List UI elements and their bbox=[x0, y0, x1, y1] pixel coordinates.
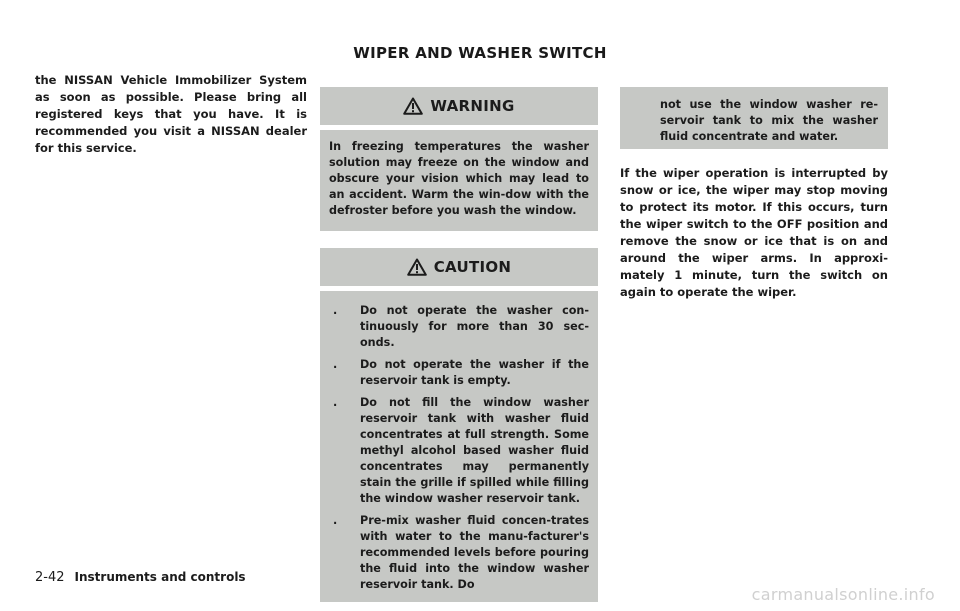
right-column bbox=[620, 87, 888, 313]
caution-list bbox=[329, 303, 589, 593]
footer-section-title: Instruments and controls bbox=[74, 570, 246, 584]
watermark: carmanualsonline.info bbox=[751, 585, 935, 604]
caution-body bbox=[320, 291, 598, 602]
list-item bbox=[329, 357, 589, 389]
page-title: WIPER AND WASHER SWITCH bbox=[353, 44, 607, 62]
warning-box bbox=[320, 87, 598, 231]
list-item bbox=[329, 513, 589, 593]
page-number: 2-42 bbox=[35, 570, 65, 585]
caution-continuation: not use the window washer re-servoir tank to mix the washer fluid concentrate and water. bbox=[620, 87, 888, 149]
list-item-text: Do not operate the washer if the reservoir tank is empty. bbox=[360, 358, 589, 387]
bullet-icon: . bbox=[333, 514, 338, 527]
warning-text: In freezing temperatures the washer solution may freeze on the window and obscure your vision which may lead to an accident. Warm the win-dow with the defroster before you wash the window. bbox=[320, 130, 598, 231]
middle-column bbox=[320, 87, 598, 602]
left-column bbox=[35, 72, 307, 157]
bullet-icon: . bbox=[333, 358, 338, 371]
left-paragraph: the NISSAN Vehicle Immobilizer System as soon as possible. Please bring all registered keys that you have. It is recommended you visit a NISSAN dealer for this service. bbox=[35, 73, 307, 155]
list-item-text: Do not operate the washer con-tinuously for more than 30 sec-onds. bbox=[360, 304, 589, 349]
warning-header bbox=[320, 87, 598, 125]
right-paragraph: If the wiper operation is interrupted by snow or ice, the wiper may stop moving to protect its motor. If this occurs, turn the wiper switch to the OFF position and remove the snow or ice that is on and around the wiper arms. In approxi-mately 1 minute, turn the switch on again to operate the wiper. bbox=[620, 166, 888, 299]
bullet-icon: . bbox=[333, 396, 338, 409]
warning-triangle-icon bbox=[407, 258, 427, 276]
bullet-icon: . bbox=[333, 304, 338, 317]
warning-title: WARNING bbox=[430, 97, 515, 115]
list-item-text: Do not fill the window washer reservoir tank with washer fluid concentrates at full strength. Some methyl alcohol based washer fluid concentrates may permanently stain the grille if spilled while filling the window washer reservoir tank. bbox=[360, 396, 589, 505]
list-item-text: Pre-mix washer fluid concen-trates with water to the manu-facturer's recommended levels before pouring the fluid into the window washer reservoir tank. Do bbox=[360, 514, 589, 591]
caution-box bbox=[320, 248, 598, 602]
caution-title: CAUTION bbox=[433, 258, 512, 276]
list-item bbox=[329, 395, 589, 507]
page-footer bbox=[35, 570, 246, 585]
warning-triangle-icon bbox=[403, 97, 423, 115]
list-item bbox=[329, 303, 589, 351]
caution-header bbox=[320, 248, 598, 286]
